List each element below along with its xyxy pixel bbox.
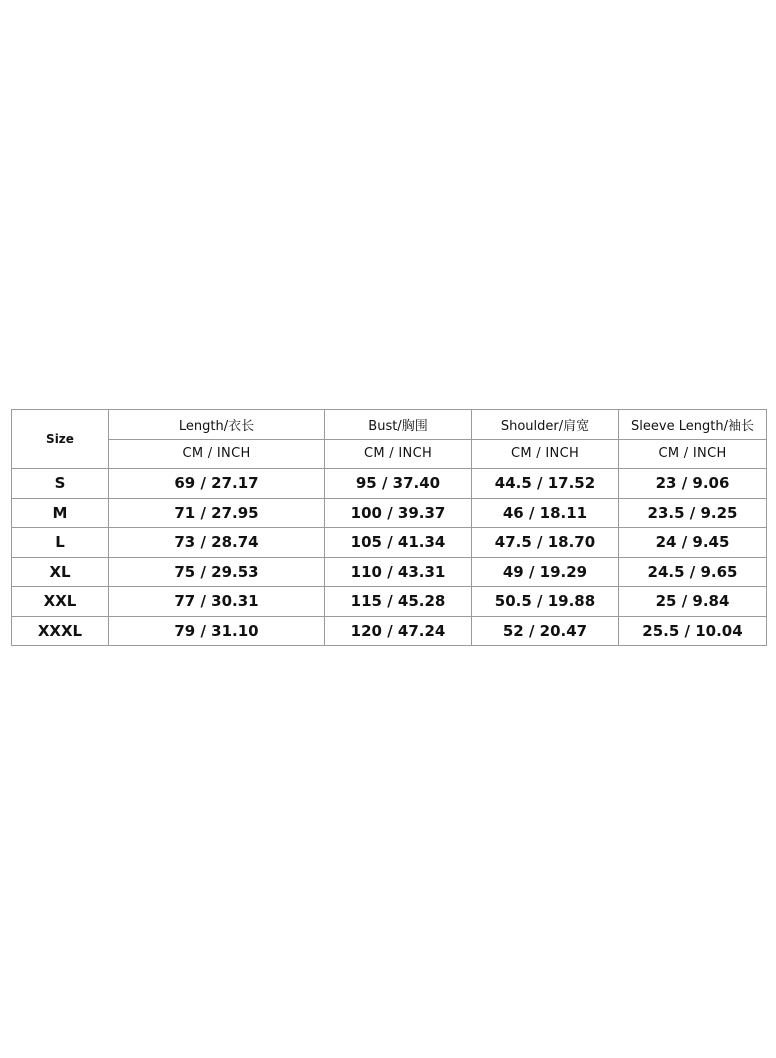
size-cell: L	[12, 528, 109, 558]
length-cell: 75 / 29.53	[109, 557, 325, 587]
shoulder-column-header: Shoulder/肩宽	[472, 410, 619, 440]
bust-cell: 105 / 41.34	[325, 528, 472, 558]
bust-unit-label: CM / INCH	[325, 439, 472, 469]
sleeve-length-column-header: Sleeve Length/袖长	[619, 410, 767, 440]
table-row	[12, 616, 767, 646]
length-column-header: Length/衣长	[109, 410, 325, 440]
table-row	[12, 498, 767, 528]
table-row	[12, 557, 767, 587]
shoulder-cell: 52 / 20.47	[472, 616, 619, 646]
size-cell: M	[12, 498, 109, 528]
bust-cell: 120 / 47.24	[325, 616, 472, 646]
bust-column-header: Bust/胸围	[325, 410, 472, 440]
size-cell: XXL	[12, 587, 109, 617]
shoulder-cell: 50.5 / 19.88	[472, 587, 619, 617]
length-cell: 71 / 27.95	[109, 498, 325, 528]
sleeve-length-cell: 24.5 / 9.65	[619, 557, 767, 587]
length-cell: 79 / 31.10	[109, 616, 325, 646]
bust-cell: 115 / 45.28	[325, 587, 472, 617]
table-row	[12, 528, 767, 558]
shoulder-cell: 49 / 19.29	[472, 557, 619, 587]
size-cell: S	[12, 469, 109, 499]
length-cell: 69 / 27.17	[109, 469, 325, 499]
size-cell: XXXL	[12, 616, 109, 646]
header-row	[12, 410, 767, 440]
shoulder-cell: 47.5 / 18.70	[472, 528, 619, 558]
size-chart-table	[11, 409, 767, 646]
sleeve-length-unit-label: CM / INCH	[619, 439, 767, 469]
bust-cell: 95 / 37.40	[325, 469, 472, 499]
bust-cell: 100 / 39.37	[325, 498, 472, 528]
sleeve-length-cell: 24 / 9.45	[619, 528, 767, 558]
shoulder-unit-label: CM / INCH	[472, 439, 619, 469]
size-cell: XL	[12, 557, 109, 587]
shoulder-cell: 46 / 18.11	[472, 498, 619, 528]
sleeve-length-cell: 23 / 9.06	[619, 469, 767, 499]
sleeve-length-cell: 25 / 9.84	[619, 587, 767, 617]
sleeve-length-cell: 23.5 / 9.25	[619, 498, 767, 528]
shoulder-cell: 44.5 / 17.52	[472, 469, 619, 499]
size-column-header: Size	[12, 410, 109, 469]
unit-row	[12, 439, 767, 469]
length-unit-label: CM / INCH	[109, 439, 325, 469]
table-row	[12, 469, 767, 499]
table-row	[12, 587, 767, 617]
bust-cell: 110 / 43.31	[325, 557, 472, 587]
sleeve-length-cell: 25.5 / 10.04	[619, 616, 767, 646]
length-cell: 77 / 30.31	[109, 587, 325, 617]
length-cell: 73 / 28.74	[109, 528, 325, 558]
